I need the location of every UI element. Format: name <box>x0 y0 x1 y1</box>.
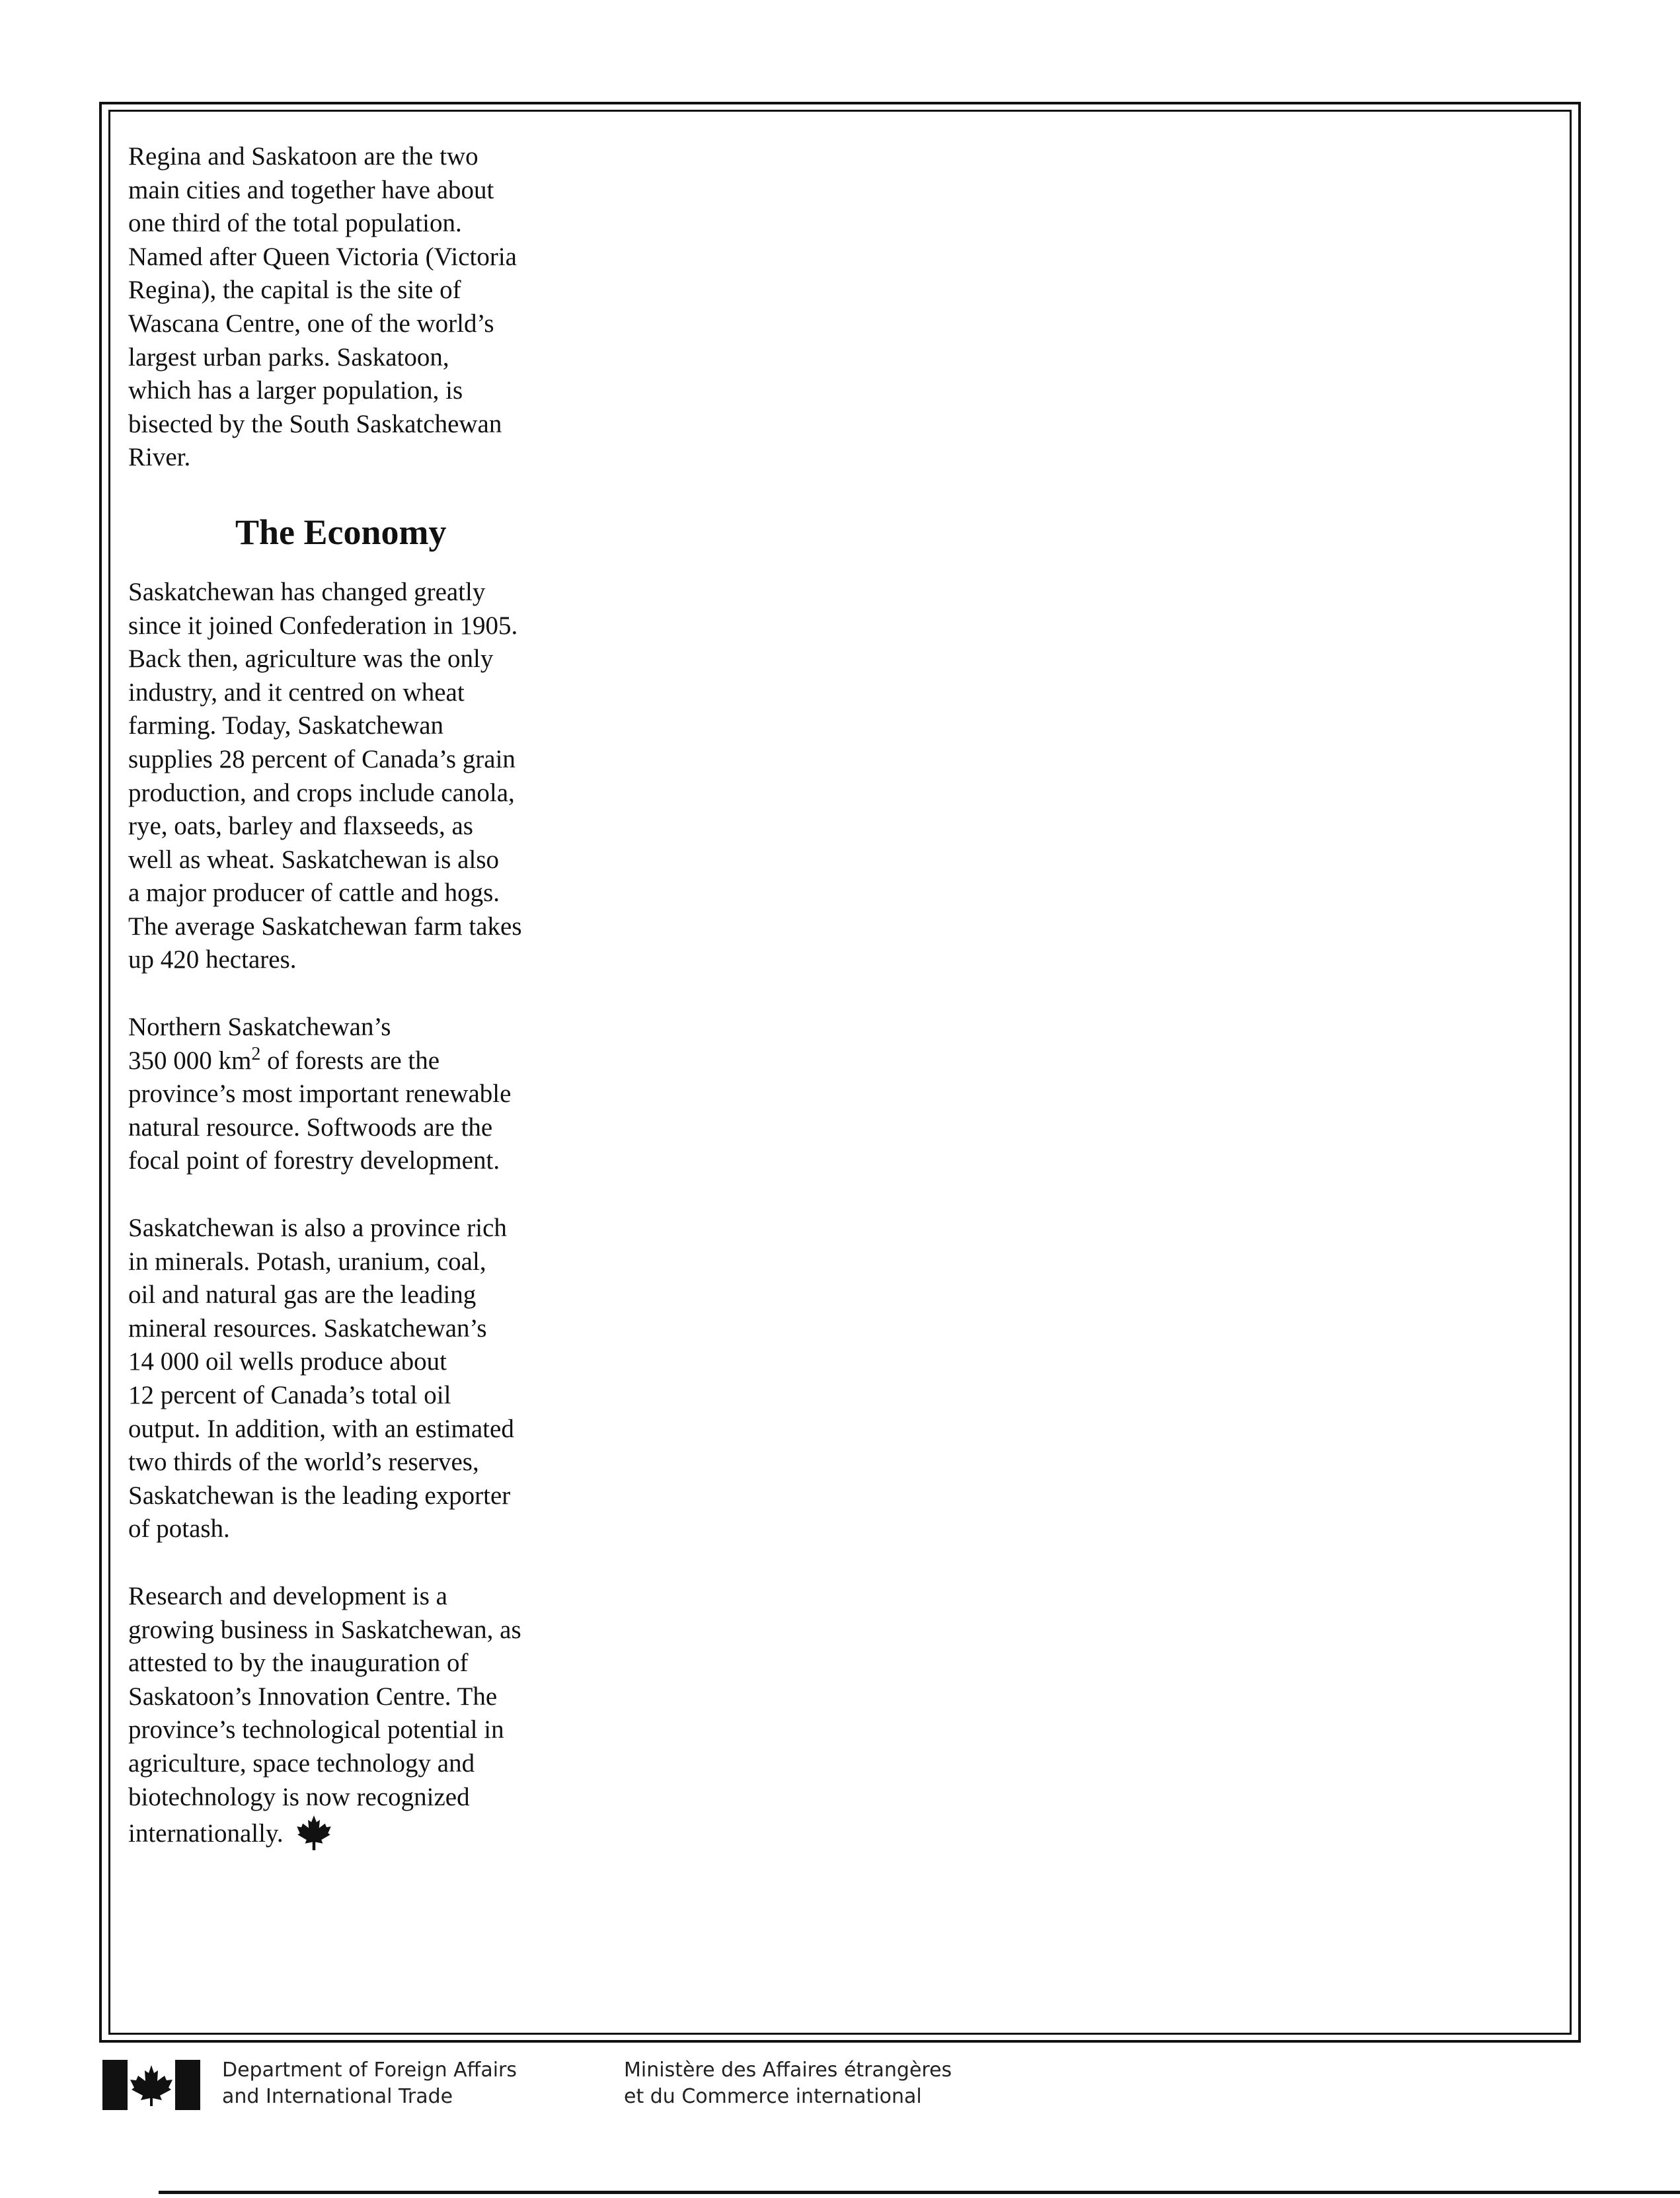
paragraph-agriculture: Saskatchewan has changed greatly since it joined Confederation in 1905. Back then, agriculture was the only industry, and it centred on wheat farming. Today, Saskatchewan supplies 28 percent of Canada’s grain production, and crops include canola, rye, oats, barley and flaxseeds, as well as wheat. Saskatchewan is also a major producer of cattle and hogs. The average Saskatchewan farm takes up 420 hectares. <box>128 577 522 974</box>
intro-paragraph: Regina and Saskatoon are the two main cities and together have about one third of the total population. Named after Queen Victoria (Victoria Regina), the capital is the site of Wascana Centre, one of the world’s largest urban parks. Saskatoon, which has a larger population, is bisected by the South Saskatchewan River. <box>128 142 517 472</box>
research-text: Research and development is a growing business in Saskatchewan, as attested to by the inauguration of Saskatoon’s Innovation Centre. The province’s technological potential in agriculture, space technology and biotechnology is now recognized internationally. <box>128 1581 521 1848</box>
section-heading-economy: The Economy <box>235 512 447 552</box>
forests-area-superscript: 2 <box>251 1043 261 1064</box>
article-column <box>128 140 591 1885</box>
department-name-english <box>222 2057 632 2110</box>
canada-flag-icon <box>102 2060 200 2110</box>
bottom-rule <box>159 2191 1680 2194</box>
department-name-french <box>624 2057 1087 2110</box>
paragraph-research <box>128 1580 591 1851</box>
paragraph-minerals: Saskatchewan is also a province rich in minerals. Potash, uranium, coal, oil and natural gas are the leading mineral resources. Saskatchewan’s 14 000 oil wells produce about 12 percent of Canada’s total oil output. In addition, with an estimated two thirds of the world’s reserves, Saskatchewan is the leading exporter of potash. <box>128 1214 514 1544</box>
forests-line1: Northern Saskatchewan’s <box>128 1013 391 1042</box>
maple-leaf-icon <box>295 1814 332 1851</box>
department-fr-line2: et du Commerce international <box>624 2085 922 2108</box>
paragraph-forests <box>128 1011 591 1178</box>
department-en-line1: Department of Foreign Affairs <box>222 2059 517 2082</box>
footer <box>0 2057 1680 2130</box>
department-en-line2: and International Trade <box>222 2085 453 2108</box>
forests-area-value: 350 000 km <box>128 1046 252 1075</box>
forests-rest: of forests are the province’s most important renewable natural resource. Softwoods are the focal point of forestry development. <box>128 1046 512 1175</box>
department-fr-line1: Ministère des Affaires étrangères <box>624 2059 952 2082</box>
